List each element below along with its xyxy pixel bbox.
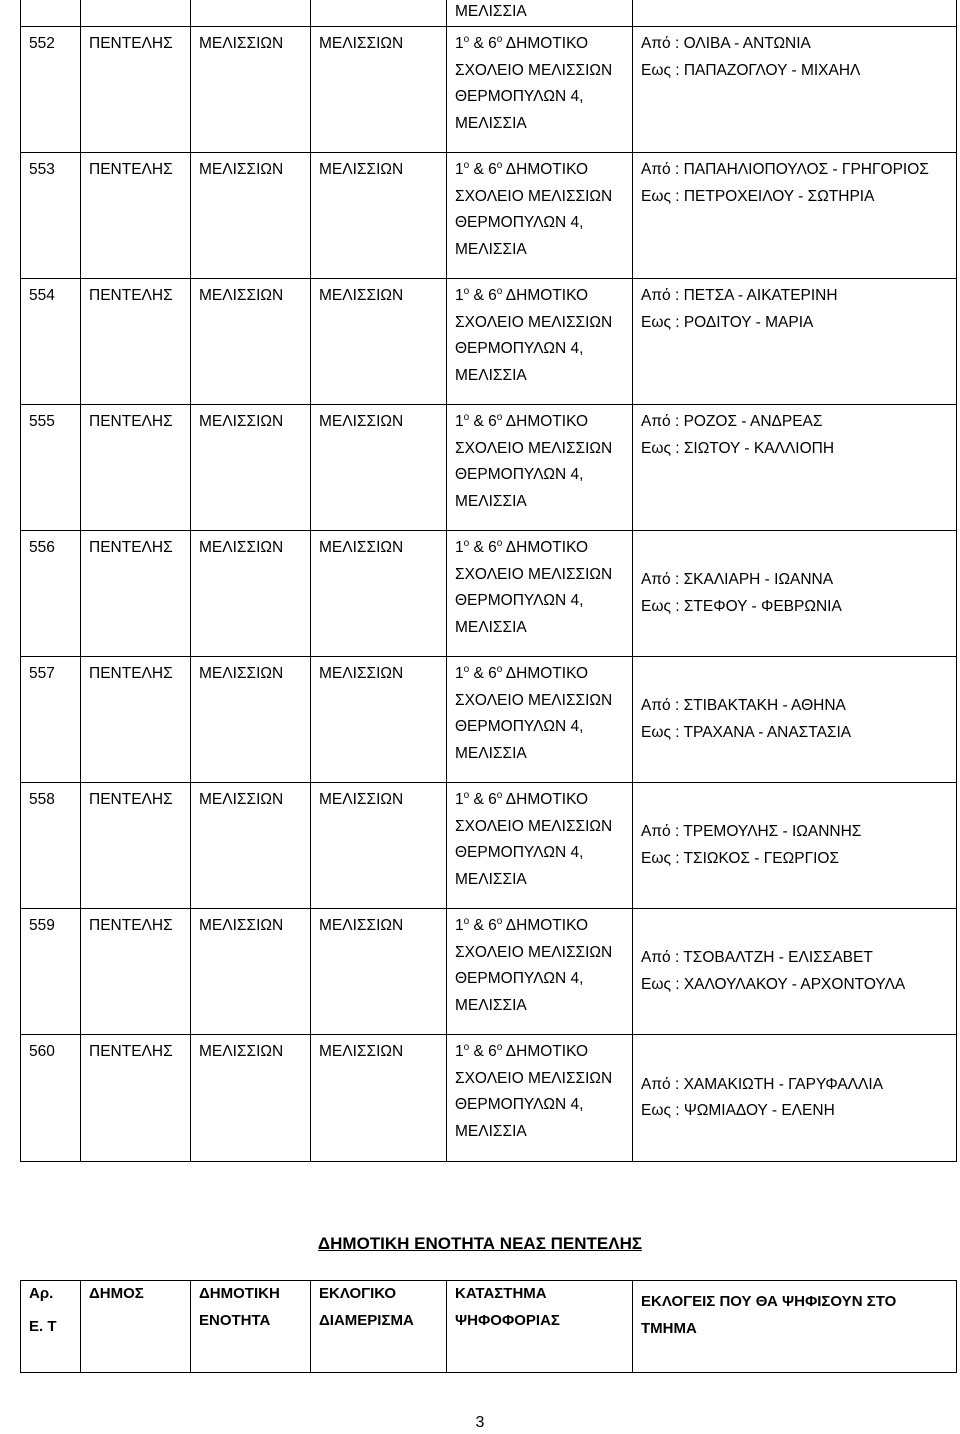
school-address-line: ΜΕΛΙΣΣΙΑ: [455, 114, 527, 132]
station-number-text: 555: [29, 413, 55, 430]
range-to: Εως : ΡΟΔΙΤΟΥ - ΜΑΡΙΑ: [641, 313, 814, 331]
school-ordinal-1-sup: ο: [463, 285, 470, 297]
school-ordinal-2-sup: ο: [496, 285, 503, 297]
school-ordinal-1: 1: [455, 287, 464, 304]
top-fragment-row: [21, 0, 957, 27]
municipality-cell-text: ΠΕΝΤΕΛΗΣ: [89, 539, 173, 556]
school-address-line: ΘΕΡΜΟΠΥΛΩΝ 4,: [455, 466, 584, 483]
station-number: [21, 27, 81, 153]
school-ampersand: &: [473, 665, 484, 682]
district-cell-text: ΜΕΛΙΣΣΙΩΝ: [319, 1043, 404, 1060]
municipal-unit-cell: [191, 153, 311, 279]
station-number: [21, 531, 81, 657]
school-ordinal-2: 6: [488, 539, 497, 556]
header-district: ΕΚΛΟΓΙΚΟ ΔΙΑΜΕΡΙΣΜΑ: [311, 1281, 447, 1373]
school-name: ΔΗΜΟΤΙΚΟ: [505, 539, 589, 556]
municipality-cell: [81, 909, 191, 1035]
header-municipality: ΔΗΜΟΣ: [81, 1281, 191, 1373]
school-name: ΔΗΜΟΤΙΚΟ: [505, 413, 589, 430]
municipality-cell-text: ΠΕΝΤΕΛΗΣ: [89, 287, 173, 304]
school-ampersand: &: [473, 287, 484, 304]
school-ordinal-2-sup: ο: [496, 1041, 503, 1053]
station-number-text: 557: [29, 665, 55, 682]
station-number: [21, 783, 81, 909]
district-cell: [311, 1035, 447, 1162]
district-cell: [311, 153, 447, 279]
municipality-cell: [81, 783, 191, 909]
range-to: Εως : ΤΡΑΧΑΝΑ - ΑΝΑΣΤΑΣΙΑ: [641, 723, 852, 741]
school-cell: [447, 27, 633, 153]
school-ordinal-2-sup: ο: [496, 663, 503, 675]
school-address-line: ΜΕΛΙΣΣΙΑ: [455, 3, 527, 20]
school-line-1: [455, 31, 626, 58]
school-address-line: ΘΕΡΜΟΠΥΛΩΝ 4,: [455, 592, 584, 609]
voter-range-cell: [633, 657, 957, 783]
range-from: Από : ΣΚΑΛΙΑΡΗ - ΙΩΑΝΝΑ: [641, 571, 834, 588]
school-ordinal-1-sup: ο: [463, 33, 470, 45]
table-row: [21, 405, 957, 531]
municipal-unit-cell-text: ΜΕΛΙΣΣΙΩΝ: [199, 287, 284, 304]
district-cell: [311, 405, 447, 531]
station-number-text: 556: [29, 539, 55, 556]
table-row: [21, 909, 957, 1035]
municipality-cell: [81, 531, 191, 657]
school-address-line: ΘΕΡΜΟΠΥΛΩΝ 4,: [455, 340, 584, 357]
school-name: ΔΗΜΟΤΙΚΟ: [505, 791, 589, 808]
municipal-unit-cell-text: ΜΕΛΙΣΣΙΩΝ: [199, 917, 284, 934]
range-from: Από : ΧΑΜΑΚΙΩΤΗ - ΓΑΡΥΦΑΛΛΙΑ: [641, 1075, 884, 1093]
school-ordinal-1-sup: ο: [463, 789, 470, 801]
school-name: ΔΗΜΟΤΙΚΟ: [505, 665, 589, 682]
municipal-unit-cell: [191, 405, 311, 531]
range-from: Από : ΣΤΙΒΑΚΤΑΚΗ - ΑΘΗΝΑ: [641, 697, 846, 714]
station-number-text: 560: [29, 1043, 55, 1060]
voter-range-cell: [633, 405, 957, 531]
range-to: Εως : ΠΕΤΡΟΧΕΙΛΟΥ - ΣΩΤΗΡΙΑ: [641, 187, 875, 205]
school-address-line: ΣΧΟΛΕΙΟ ΜΕΛΙΣΣΙΩΝ: [455, 187, 613, 205]
district-cell-text: ΜΕΛΙΣΣΙΩΝ: [319, 917, 404, 934]
district-cell-text: ΜΕΛΙΣΣΙΩΝ: [319, 161, 404, 178]
school-ampersand: &: [473, 413, 484, 430]
header-unit: ΔΗΜΟΤΙΚΗ ΕΝΟΤΗΤΑ: [191, 1281, 311, 1373]
range-from: Από : ΠΕΤΣΑ - ΑΙΚΑΤΕΡΙΝΗ: [641, 287, 838, 304]
school-address-line: ΣΧΟΛΕΙΟ ΜΕΛΙΣΣΙΩΝ: [455, 817, 613, 835]
municipal-unit-cell: [191, 783, 311, 909]
municipal-unit-cell: [191, 279, 311, 405]
section-title: ΔΗΜΟΤΙΚΗ ΕΝΟΤΗΤΑ ΝΕΑΣ ΠΕΝΤΕΛΗΣ: [317, 1234, 643, 1253]
school-ampersand: &: [473, 917, 484, 934]
district-cell-text: ΜΕΛΙΣΣΙΩΝ: [319, 539, 404, 556]
school-cell: [447, 1035, 633, 1162]
station-number: [21, 909, 81, 1035]
school-ordinal-1-sup: ο: [463, 411, 470, 423]
range-from: Από : ΟΛΙΒΑ - ΑΝΤΩΝΙΑ: [641, 35, 811, 52]
table-row: [21, 783, 957, 909]
district-cell: [311, 783, 447, 909]
page-number: 3: [475, 1414, 485, 1431]
school-ordinal-1: 1: [455, 665, 464, 682]
school-ordinal-2-sup: ο: [496, 159, 503, 171]
school-address-line: ΣΧΟΛΕΙΟ ΜΕΛΙΣΣΙΩΝ: [455, 61, 613, 79]
header-table: [20, 1280, 957, 1373]
school-address-line: ΣΧΟΛΕΙΟ ΜΕΛΙΣΣΙΩΝ: [455, 313, 613, 331]
table-row: [21, 27, 957, 153]
station-number-text: 554: [29, 287, 55, 304]
municipality-cell: [81, 657, 191, 783]
school-ordinal-1-sup: ο: [463, 159, 470, 171]
voter-range-cell: [633, 531, 957, 657]
school-ampersand: &: [473, 35, 484, 52]
school-ordinal-1: 1: [455, 917, 464, 934]
table-row: [21, 657, 957, 783]
school-name: ΔΗΜΟΤΙΚΟ: [505, 1043, 589, 1060]
municipal-unit-cell-text: ΜΕΛΙΣΣΙΩΝ: [199, 665, 284, 682]
school-cell: [447, 783, 633, 909]
school-ampersand: &: [473, 1043, 484, 1060]
school-ordinal-2-sup: ο: [496, 537, 503, 549]
range-to: Εως : ΧΑΛΟΥΛΑΚΟΥ - ΑΡΧΟΝΤΟΥΛΑ: [641, 975, 906, 993]
school-address-line: ΘΕΡΜΟΠΥΛΩΝ 4,: [455, 88, 584, 105]
station-number: [21, 657, 81, 783]
range-to: Εως : ΣΙΩΤΟΥ - ΚΑΛΛΙΟΠΗ: [641, 439, 835, 457]
municipality-cell-text: ΠΕΝΤΕΛΗΣ: [89, 665, 173, 682]
school-name: ΔΗΜΟΤΙΚΟ: [505, 35, 589, 52]
header-school: ΚΑΤΑΣΤΗΜΑ ΨΗΦΟΦΟΡΙΑΣ: [447, 1281, 633, 1373]
municipality-cell-text: ΠΕΝΤΕΛΗΣ: [89, 791, 173, 808]
district-cell-text: ΜΕΛΙΣΣΙΩΝ: [319, 791, 404, 808]
district-cell: [311, 657, 447, 783]
municipal-unit-cell: [191, 657, 311, 783]
district-cell-text: ΜΕΛΙΣΣΙΩΝ: [319, 413, 404, 430]
school-address-line: ΘΕΡΜΟΠΥΛΩΝ 4,: [455, 844, 584, 861]
school-ordinal-2: 6: [488, 413, 497, 430]
municipal-unit-cell: [191, 27, 311, 153]
school-line-1: [455, 409, 626, 436]
station-number-text: 552: [29, 35, 55, 52]
range-to: Εως : ΤΣΙΩΚΟΣ - ΓΕΩΡΓΙΟΣ: [641, 849, 840, 867]
district-cell-text: ΜΕΛΙΣΣΙΩΝ: [319, 287, 404, 304]
school-address-line: ΜΕΛΙΣΣΙΑ: [455, 1122, 527, 1140]
school-ordinal-2-sup: ο: [496, 915, 503, 927]
municipality-cell: [81, 279, 191, 405]
municipal-unit-cell: [191, 531, 311, 657]
school-cell: [447, 909, 633, 1035]
school-ampersand: &: [473, 539, 484, 556]
school-line-1: [455, 535, 626, 562]
school-address-line: ΣΧΟΛΕΙΟ ΜΕΛΙΣΣΙΩΝ: [455, 943, 613, 961]
range-to: Εως : ΣΤΕΦΟΥ - ΦΕΒΡΩΝΙΑ: [641, 597, 842, 615]
school-ordinal-2: 6: [488, 917, 497, 934]
table-row: [21, 531, 957, 657]
school-line-1: [455, 913, 626, 940]
school-line-1: [455, 787, 626, 814]
municipal-unit-cell: [191, 1035, 311, 1162]
school-ordinal-2: 6: [488, 287, 497, 304]
table-row: [21, 153, 957, 279]
school-address-line: ΣΧΟΛΕΙΟ ΜΕΛΙΣΣΙΩΝ: [455, 1069, 613, 1087]
station-number: [21, 405, 81, 531]
range-to: Εως : ΠΑΠΑΖΟΓΛΟΥ - ΜΙΧΑΗΛ: [641, 61, 861, 79]
school-ordinal-2: 6: [488, 1043, 497, 1060]
voter-range-cell: [633, 1035, 957, 1162]
school-address-line: ΜΕΛΙΣΣΙΑ: [455, 240, 527, 258]
municipality-cell: [81, 153, 191, 279]
school-name: ΔΗΜΟΤΙΚΟ: [505, 287, 589, 304]
school-line-1: [455, 661, 626, 688]
municipality-cell-text: ΠΕΝΤΕΛΗΣ: [89, 161, 173, 178]
station-number-text: 553: [29, 161, 55, 178]
school-ordinal-1: 1: [455, 791, 464, 808]
voter-range-cell: [633, 909, 957, 1035]
school-address-line: ΜΕΛΙΣΣΙΑ: [455, 618, 527, 636]
school-cell: [447, 279, 633, 405]
school-cell: [447, 657, 633, 783]
school-ordinal-1-sup: ο: [463, 915, 470, 927]
district-cell: [311, 27, 447, 153]
school-ampersand: &: [473, 161, 484, 178]
school-ampersand: &: [473, 791, 484, 808]
school-cell: [447, 153, 633, 279]
school-line-1: [455, 1039, 626, 1066]
school-name: ΔΗΜΟΤΙΚΟ: [505, 161, 589, 178]
school-ordinal-2: 6: [488, 161, 497, 178]
school-address-line: ΜΕΛΙΣΣΙΑ: [455, 366, 527, 384]
municipality-cell: [81, 405, 191, 531]
table-row: [21, 1035, 957, 1162]
municipal-unit-cell-text: ΜΕΛΙΣΣΙΩΝ: [199, 1043, 284, 1060]
school-ordinal-1: 1: [455, 413, 464, 430]
station-number-text: 558: [29, 791, 55, 808]
range-from: Από : ΡΟΖΟΣ - ΑΝΔΡΕΑΣ: [641, 413, 823, 430]
voter-range-cell: [633, 783, 957, 909]
school-ordinal-2-sup: ο: [496, 789, 503, 801]
municipality-cell: [81, 1035, 191, 1162]
school-ordinal-1: 1: [455, 1043, 464, 1060]
school-ordinal-1-sup: ο: [463, 1041, 470, 1053]
school-address-line: ΘΕΡΜΟΠΥΛΩΝ 4,: [455, 214, 584, 231]
district-cell-text: ΜΕΛΙΣΣΙΩΝ: [319, 665, 404, 682]
district-cell: [311, 531, 447, 657]
school-ordinal-2: 6: [488, 791, 497, 808]
school-address-line: ΜΕΛΙΣΣΙΑ: [455, 744, 527, 762]
school-cell: [447, 531, 633, 657]
range-from: Από : ΤΣΟΒΑΛΤΖΗ - ΕΛΙΣΣΑΒΕΤ: [641, 949, 873, 966]
header-number: Αρ. Ε. Τ: [21, 1281, 81, 1373]
header-range: ΕΚΛΟΓΕΙΣ ΠΟΥ ΘΑ ΨΗΦΙΣΟΥΝ ΣΤΟ ΤΜΗΜΑ: [633, 1281, 957, 1373]
school-ordinal-2: 6: [488, 35, 497, 52]
municipality-cell: [81, 27, 191, 153]
polling-stations-table: [20, 0, 957, 1162]
range-from: Από : ΠΑΠΑΗΛΙΟΠΟΥΛΟΣ - ΓΡΗΓΟΡΙΟΣ: [641, 161, 929, 178]
school-address-line: ΘΕΡΜΟΠΥΛΩΝ 4,: [455, 970, 584, 987]
municipality-cell-text: ΠΕΝΤΕΛΗΣ: [89, 1043, 173, 1060]
station-number: [21, 153, 81, 279]
municipal-unit-cell-text: ΜΕΛΙΣΣΙΩΝ: [199, 791, 284, 808]
school-address-line: ΜΕΛΙΣΣΙΑ: [455, 870, 527, 888]
school-ordinal-1: 1: [455, 539, 464, 556]
school-ordinal-2: 6: [488, 665, 497, 682]
range-from: Από : ΤΡΕΜΟΥΛΗΣ - ΙΩΑΝΝΗΣ: [641, 823, 862, 840]
voter-range-cell: [633, 279, 957, 405]
school-ordinal-1-sup: ο: [463, 663, 470, 675]
school-address-line: ΜΕΛΙΣΣΙΑ: [455, 492, 527, 510]
school-name: ΔΗΜΟΤΙΚΟ: [505, 917, 589, 934]
school-address-line: ΜΕΛΙΣΣΙΑ: [455, 996, 527, 1014]
municipal-unit-cell-text: ΜΕΛΙΣΣΙΩΝ: [199, 35, 284, 52]
table-row: [21, 279, 957, 405]
station-number-text: 559: [29, 917, 55, 934]
school-line-1: [455, 283, 626, 310]
school-ordinal-1: 1: [455, 161, 464, 178]
school-ordinal-2-sup: ο: [496, 33, 503, 45]
school-ordinal-1: 1: [455, 35, 464, 52]
municipal-unit-cell-text: ΜΕΛΙΣΣΙΩΝ: [199, 539, 284, 556]
school-address-line: ΘΕΡΜΟΠΥΛΩΝ 4,: [455, 718, 584, 735]
municipality-cell-text: ΠΕΝΤΕΛΗΣ: [89, 917, 173, 934]
municipal-unit-cell: [191, 909, 311, 1035]
district-cell: [311, 909, 447, 1035]
school-address-line: ΣΧΟΛΕΙΟ ΜΕΛΙΣΣΙΩΝ: [455, 439, 613, 457]
table-header-row: [21, 1281, 957, 1373]
station-number: [21, 1035, 81, 1162]
municipal-unit-cell-text: ΜΕΛΙΣΣΙΩΝ: [199, 413, 284, 430]
school-address-line: ΘΕΡΜΟΠΥΛΩΝ 4,: [455, 1096, 584, 1113]
school-line-1: [455, 157, 626, 184]
station-number: [21, 279, 81, 405]
school-cell: [447, 405, 633, 531]
municipality-cell-text: ΠΕΝΤΕΛΗΣ: [89, 413, 173, 430]
school-ordinal-1-sup: ο: [463, 537, 470, 549]
range-to: Εως : ΨΩΜΙΑΔΟΥ - ΕΛΕΝΗ: [641, 1102, 835, 1119]
voter-range-cell: [633, 153, 957, 279]
school-address-line: ΣΧΟΛΕΙΟ ΜΕΛΙΣΣΙΩΝ: [455, 691, 613, 709]
school-address-line: ΣΧΟΛΕΙΟ ΜΕΛΙΣΣΙΩΝ: [455, 565, 613, 583]
district-cell-text: ΜΕΛΙΣΣΙΩΝ: [319, 35, 404, 52]
school-ordinal-2-sup: ο: [496, 411, 503, 423]
voter-range-cell: [633, 27, 957, 153]
municipal-unit-cell-text: ΜΕΛΙΣΣΙΩΝ: [199, 161, 284, 178]
district-cell: [311, 279, 447, 405]
municipality-cell-text: ΠΕΝΤΕΛΗΣ: [89, 35, 173, 52]
